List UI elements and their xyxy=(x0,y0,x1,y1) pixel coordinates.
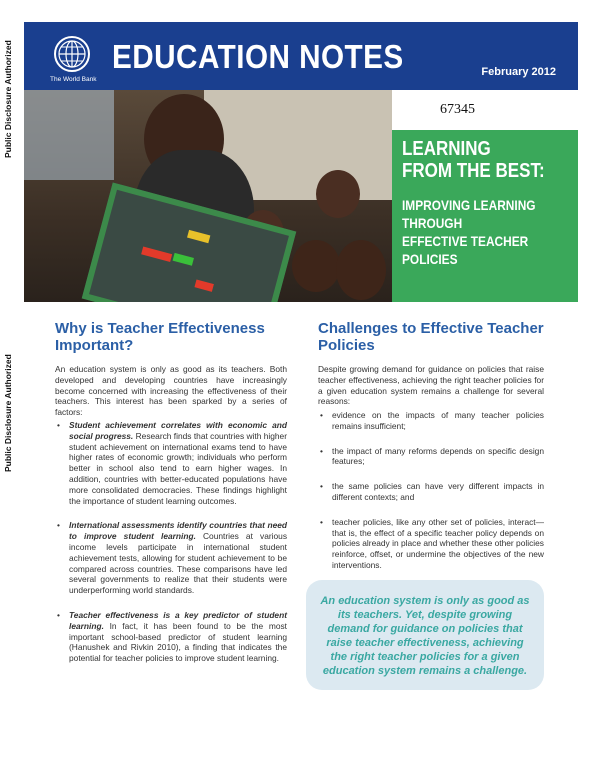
left-heading: Why is Teacher Effectiveness Important? xyxy=(55,320,265,354)
banner-subtitle xyxy=(402,196,536,268)
banner-subtitle-line: EFFECTIVE TEACHER xyxy=(402,233,529,249)
logo-text: The World Bank xyxy=(50,76,97,83)
disclosure-label-top: Public Disclosure Authorized xyxy=(3,40,13,158)
right-heading: Challenges to Effective Teacher Policies xyxy=(318,320,544,354)
list-item: • evidence on the impacts of many teacher policies remains insufficient; xyxy=(318,410,544,432)
banner-title xyxy=(402,138,545,182)
disclosure-label-middle: Public Disclosure Authorized xyxy=(3,354,13,472)
issue-date: February 2012 xyxy=(481,66,556,78)
pull-quote xyxy=(306,580,544,690)
list-item xyxy=(55,610,287,664)
banner-subtitle-line: THROUGH xyxy=(402,215,463,231)
banner-title-line: LEARNING xyxy=(402,138,491,160)
list-item: • teacher policies, like any other set of policies, interact—that is, the effect of a specific teacher policy depends on policies already in place and whether these other policies reinforce, offset, or undermine the objectives of the new interventions. xyxy=(318,517,544,571)
pull-quote-text: An education system is only as good as its teachers. Yet, despite growing demand for guidance on policies that raise teacher effectiveness, achieving the right teacher policies for a given education system remains a challenge. xyxy=(320,595,530,677)
bullet-text: In fact, it has been found to be the most important school-based predictor of student learning (Hanushek and Rivkin 2010), a finding that indicates the potential for teacher policies to improve student learning. xyxy=(69,620,287,664)
bullet-lead: Teacher effectiveness is a key predictor of student learning. xyxy=(69,609,287,631)
report-number: 67345 xyxy=(392,90,578,130)
bullet-lead: International assessments identify countries that need to improve student learning. xyxy=(69,520,287,542)
bullet-text: Research finds that countries with higher student achievement on international exams tend to have higher rates of economic growth; individuals who perform better in school also tend to earn higher wages. In addition, countries with better-educated populations have more consolidated democracies. These findings highlight the importance of student learning outcomes. xyxy=(69,430,287,506)
list-item: • the same policies can have very different impacts in different contexts; and xyxy=(318,481,544,503)
challenge-list xyxy=(318,410,544,585)
masthead xyxy=(24,22,578,90)
publication-title: EDUCATION NOTES xyxy=(112,38,404,75)
list-item xyxy=(55,520,287,596)
list-item: • the impact of many reforms depends on specific design features; xyxy=(318,446,544,468)
bullet-text: Countries at various income levels participate in international student achievement tests, allowing for student achievement to be compared across countries. These comparisons have led several governments to realize that their students were underperforming world standards. xyxy=(69,531,288,596)
banner-subtitle-line: POLICIES xyxy=(402,251,458,267)
factor-list xyxy=(55,420,287,678)
list-item xyxy=(55,420,287,506)
left-intro: An education system is only as good as its teachers. Both developed and developing countries have increasingly become concerned with increasing the effectiveness of their teachers. This interest has been sparked by a series of factors: xyxy=(55,364,287,418)
world-bank-globe-icon xyxy=(54,36,90,72)
classroom-photo xyxy=(24,90,392,302)
right-intro: Despite growing demand for guidance on policies that raise teacher effectiveness, achieving the right teacher policies for a given education system remains a challenge for several reasons: xyxy=(318,364,544,407)
bullet-lead: Student achievement correlates with economic and social progress. xyxy=(69,420,287,441)
banner-subtitle-line: IMPROVING LEARNING xyxy=(402,197,536,213)
title-banner xyxy=(392,90,578,302)
banner-title-line: FROM THE BEST: xyxy=(402,160,545,182)
